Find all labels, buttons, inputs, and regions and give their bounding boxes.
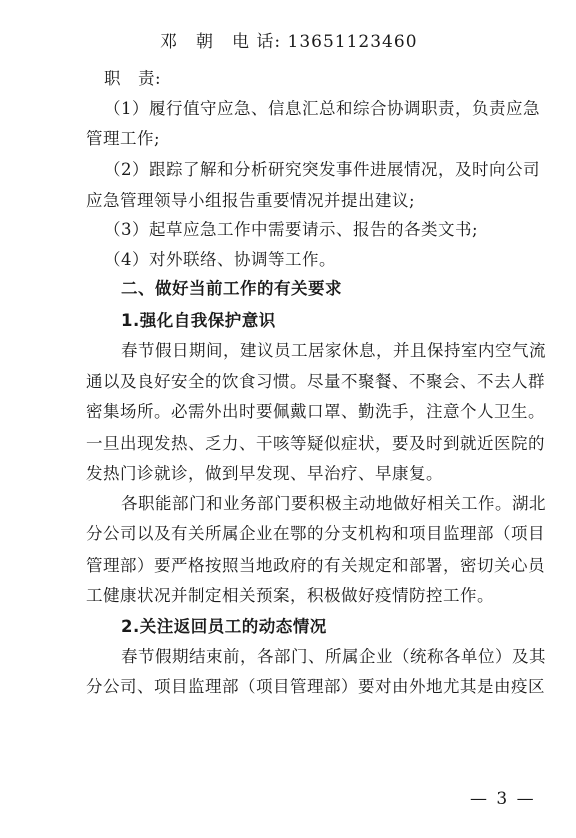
duty-item-1: （1）履行值守应急、信息汇总和综合协调职责，负责应急 [104, 99, 540, 118]
paragraph-line: 工健康状况并制定相关预案，积极做好疫情防控工作。 [86, 586, 494, 605]
paragraph-line: 发热门诊就诊，做到早发现、早治疗、早康复。 [86, 464, 443, 483]
subheading-1: 1.强化自我保护意识 [121, 311, 276, 330]
duties-label: 职 责: [104, 69, 162, 88]
duty-item-1-cont: 管理工作; [86, 129, 161, 148]
paragraph-line: 各职能部门和业务部门要积极主动地做好相关工作。湖北 [121, 494, 546, 513]
paragraph-line: 管理部）要严格按照当地政府的有关规定和部署，密切关心员 [86, 556, 545, 575]
contact-line: 邓 朝 电 话: 13651123460 [160, 32, 418, 52]
paragraph-line: 通以及良好安全的饮食习惯。尽量不聚餐、不聚会、不去人群 [86, 372, 545, 391]
paragraph-line: 分公司、项目监理部（项目管理部）要对由外地尤其是由疫区 [86, 677, 545, 696]
paragraph-line: 一旦出现发热、乏力、干咳等疑似症状，要及时到就近医院的 [86, 434, 545, 453]
paragraph-line: 春节假期结束前，各部门、所属企业（统称各单位）及其 [121, 647, 546, 666]
duty-item-4: （4）对外联络、协调等工作。 [104, 250, 336, 269]
section-heading-2: 二、做好当前工作的有关要求 [121, 279, 342, 298]
paragraph-line: 春节假日期间，建议员工居家休息，并且保持室内空气流 [121, 341, 546, 360]
duty-item-3: （3）起草应急工作中需要请示、报告的各类文书; [104, 220, 479, 239]
paragraph-line: 密集场所。必需外出时要佩戴口罩、勤洗手，注意个人卫生。 [86, 402, 545, 421]
duty-item-2-cont: 应急管理领导小组报告重要情况并提出建议; [86, 191, 416, 210]
paragraph-line: 分公司以及有关所属企业在鄂的分支机构和项目监理部（项目 [86, 524, 545, 543]
duty-item-2: （2）跟踪了解和分析研究突发事件进展情况，及时向公司 [104, 160, 540, 179]
page-number: — 3 — [470, 789, 536, 809]
subheading-2: 2.关注返回员工的动态情况 [121, 617, 327, 636]
